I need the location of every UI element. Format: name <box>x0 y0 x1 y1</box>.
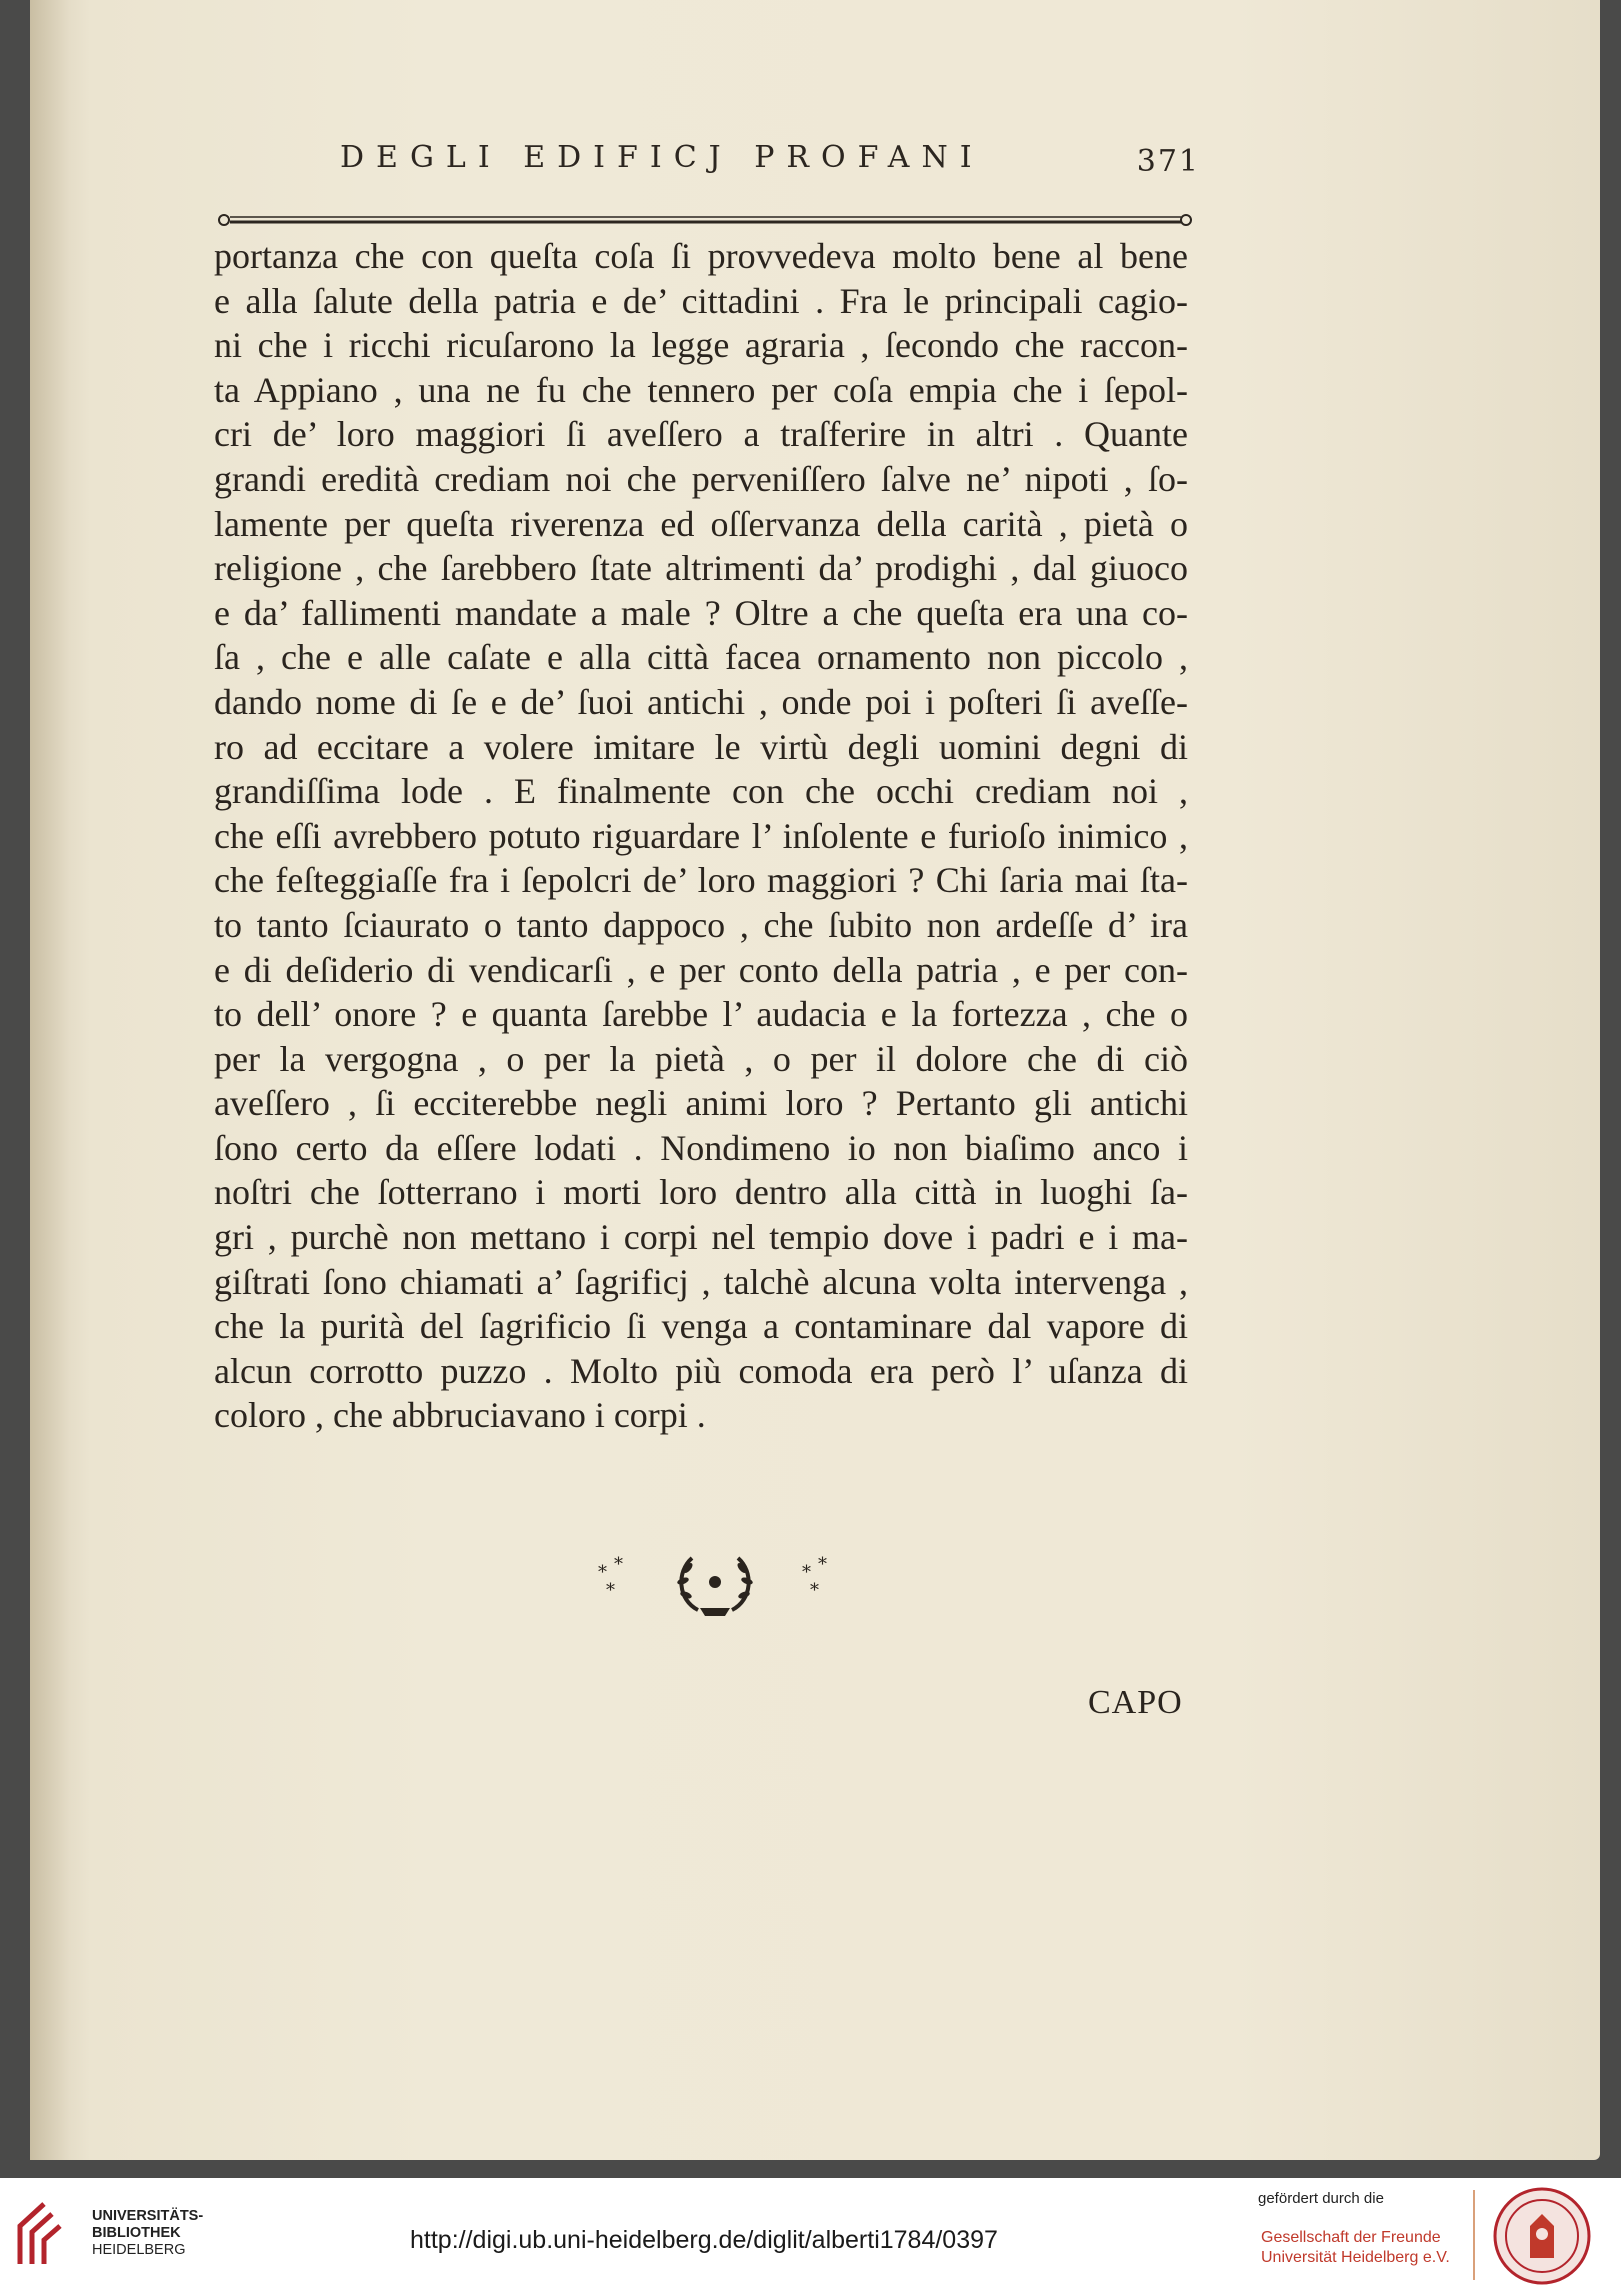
text-line: che eſſi avrebbero potuto riguardare l’ inſolente e furioſo inimico , <box>214 815 1188 856</box>
library-name-line-2: BIBLIOTHEK <box>92 2225 181 2241</box>
footer-bar <box>0 2178 1621 2291</box>
society-name <box>1261 2228 1450 2268</box>
text-line: grandiſſima lode . E finalmente con che occhi crediam noi , <box>214 771 1188 812</box>
catchword: CAPO <box>1088 1684 1183 1721</box>
footer-divider <box>1473 2190 1475 2280</box>
university-seal-icon <box>1492 2186 1592 2286</box>
library-name-line-1: UNIVERSITÄTS- <box>92 2208 204 2224</box>
society-name-line-1: Gesellschaft der Freunde <box>1261 2229 1441 2246</box>
library-name-line-3: HEIDELBERG <box>92 2242 186 2258</box>
text-line: cri de’ loro maggiori ſi aveſſero a traſferire in altri . Quante <box>214 414 1188 455</box>
text-line: e da’ fallimenti mandate a male ? Oltre a che queſta era una co- <box>214 592 1188 633</box>
text-line: che feſteggiaſſe fra i ſepolcri de’ loro maggiori ? Chi ſaria mai ſta- <box>214 860 1188 901</box>
library-logo-icon <box>14 2196 64 2270</box>
svg-text:*: * <box>802 1562 811 1583</box>
wreath-ornament-icon <box>580 1548 850 1628</box>
page-number: 371 <box>1136 144 1200 179</box>
text-line: lamente per queſta riverenza ed oſſervanza della carità , pietà o <box>214 503 1188 544</box>
svg-text:*: * <box>818 1554 827 1575</box>
society-name-line-2: Universität Heidelberg e.V. <box>1261 2249 1450 2266</box>
text-line: alcun corrotto puzzo . Molto più comoda era però l’ uſanza di <box>214 1350 1188 1391</box>
text-line: ſa , che e alle caſate e alla città facea ornamento non piccolo , <box>214 637 1188 678</box>
text-line: che la purità del ſagrificio ſi venga a contaminare dal vapore di <box>214 1306 1188 1347</box>
running-head <box>340 140 1200 190</box>
page-spine-edge <box>30 0 70 2160</box>
text-line: religione , che ſarebbero ſtate altrimenti da’ prodighi , dal giuoco <box>214 548 1188 589</box>
text-line: ro ad eccitare a volere imitare le virtù degli uomini degni di <box>214 726 1188 767</box>
funded-by-label: gefördert durch die <box>1258 2190 1384 2207</box>
text-line: giſtrati ſono chiamati a’ ſagrificj , talchè alcuna volta intervenga , <box>214 1261 1188 1302</box>
text-line: aveſſero , ſi ecciterebbe negli animi loro ? Pertanto gli antichi <box>214 1083 1188 1124</box>
svg-text:*: * <box>810 1580 819 1601</box>
text-line: to dell’ onore ? e quanta ſarebbe l’ audacia e la fortezza , che o <box>214 994 1188 1035</box>
text-line: e di deſiderio di vendicarſi , e per conto della patria , e per con- <box>214 949 1188 990</box>
text-line: ni che i ricchi ricuſarono la legge agraria , ſecondo che raccon- <box>214 325 1188 366</box>
text-line: grandi eredità crediam noi che perveniſſero ſalve ne’ nipoti , ſo- <box>214 458 1188 499</box>
svg-text:*: * <box>606 1580 615 1601</box>
text-line: to tanto ſciaurato o tanto dappoco , che ſubito non ardeſſe d’ ira <box>214 904 1188 945</box>
text-line: noſtri che ſotterrano i morti loro dentro alla città in luoghi ſa- <box>214 1172 1188 1213</box>
running-head-title: DEGLI EDIFICJ PROFANI <box>340 140 984 175</box>
text-line: per la vergogna , o per la pietà , o per il dolore che di ciò <box>214 1038 1188 1079</box>
svg-text:*: * <box>614 1554 623 1575</box>
text-line: ta Appiano , una ne fu che tennero per coſa empia che i ſepol- <box>214 369 1188 410</box>
text-line: ſono certo da eſſere lodati . Nondimeno io non biaſimo anco i <box>214 1127 1188 1168</box>
body-text <box>214 234 1188 1438</box>
text-line: dando nome di ſe e de’ ſuoi antichi , onde poi i poſteri ſi aveſſe- <box>214 681 1188 722</box>
text-line: portanza che con queſta coſa ſi provvedeva molto bene al bene <box>214 236 1188 276</box>
text-line: gri , purchè non mettano i corpi nel tempio dove i padri e i ma- <box>214 1217 1188 1258</box>
library-name <box>92 2208 203 2259</box>
text-line: e alla ſalute della patria e de’ cittadini . Fra le principali cagio- <box>214 280 1188 321</box>
text-line: coloro , che abbruciavano i corpi . <box>214 1395 706 1436</box>
header-rule <box>218 212 1193 228</box>
svg-text:*: * <box>598 1562 607 1583</box>
permalink-url[interactable]: http://digi.ub.uni-heidelberg.de/diglit/alberti1784/0397 <box>410 2226 998 2254</box>
